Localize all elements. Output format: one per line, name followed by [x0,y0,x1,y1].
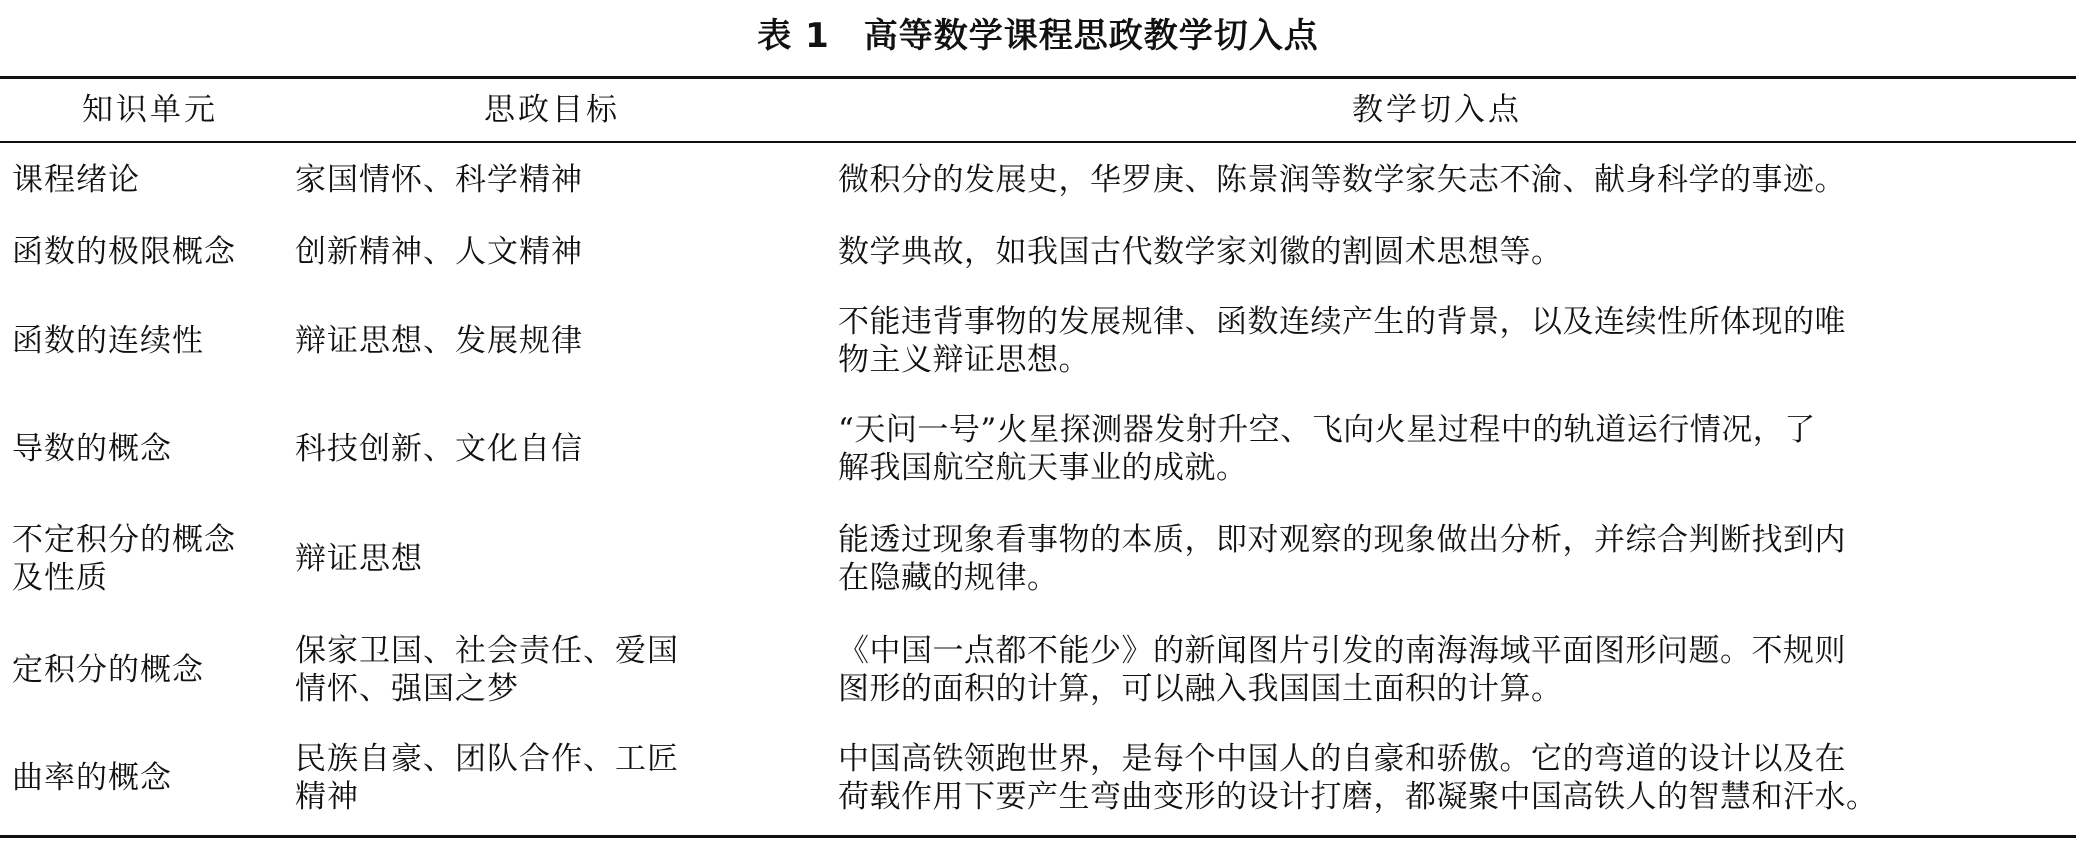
top-rule [0,76,2076,79]
cell-text-line: 民族自豪、团队合作、工匠 [295,741,679,777]
cell-text-line: 精神 [295,779,359,815]
table-title: 高等数学课程思政教学切入点 [863,16,1319,56]
cell-text-line: 能透过现象看事物的本质，即对观察的现象做出分析，并综合判断找到内 [838,522,1846,558]
ideology-goal-cell [295,222,835,282]
cell-text-line: 导数的概念 [12,431,172,467]
knowledge-unit-cell [12,726,292,830]
cell-text-line: 创新精神、人文精神 [295,234,583,270]
knowledge-unit-cell [12,506,292,612]
bottom-rule [0,835,2076,838]
header-knowledge-unit: 知识单元 [82,92,218,128]
cell-text-line: 不定积分的概念 [12,522,236,558]
ideology-goal-cell [295,290,835,392]
cell-text-line: 图形的面积的计算，可以融入我国国土面积的计算。 [838,671,1563,707]
cell-text-line: 函数的连续性 [12,323,204,359]
cell-text-line: 数学典故，如我国古代数学家刘徽的割圆术思想等。 [838,234,1563,270]
table-caption [0,8,2076,64]
cell-text-line: 曲率的概念 [12,760,172,796]
cell-text-line: 情怀、强国之梦 [295,671,519,707]
cell-text-line: 函数的极限概念 [12,234,236,270]
table-row [0,618,2076,722]
cell-text-line: 在隐藏的规律。 [838,560,1059,596]
cell-text-line: 及性质 [12,560,108,596]
cell-text-line: 解我国航空航天事业的成就。 [838,450,1248,486]
ideology-goal-cell [295,150,835,210]
cell-text-line: 保家卫国、社会责任、爱国 [295,633,679,669]
cell-text-line: 荷载作用下要产生弯曲变形的设计打磨，都凝聚中国高铁人的智慧和汗水。 [838,779,1878,815]
entry-point-cell [838,618,2074,722]
cell-text-line: 不能违背事物的发展规律、函数连续产生的背景，以及连续性所体现的唯 [838,304,1846,340]
knowledge-unit-cell [12,150,292,210]
ideology-goal-cell [295,506,835,612]
cell-text-line: “天问一号”火星探测器发射升空、飞向火星过程中的轨道运行情况，了 [838,412,1816,448]
cell-text-line: 辩证思想 [295,541,423,577]
table-row [0,150,2076,210]
entry-point-cell [838,398,2074,500]
cell-text-line: 辩证思想、发展规律 [295,323,583,359]
table-number: 表 1 [757,16,830,56]
cell-text-line: 定积分的概念 [12,652,204,688]
table-row [0,290,2076,392]
entry-point-cell [838,222,2074,282]
knowledge-unit-cell [12,398,292,500]
entry-point-cell [838,506,2074,612]
header-teaching-entry-point: 教学切入点 [1352,92,1522,128]
table-row [0,726,2076,830]
table-row [0,222,2076,282]
cell-text-line: 家国情怀、科学精神 [295,162,583,198]
knowledge-unit-cell [12,222,292,282]
entry-point-cell [838,726,2074,830]
knowledge-unit-cell [12,290,292,392]
knowledge-unit-cell [12,618,292,722]
cell-text-line: 科技创新、文化自信 [295,431,583,467]
header-rule [0,141,2076,143]
ideology-goal-cell [295,618,835,722]
table-row [0,506,2076,612]
table-row [0,398,2076,500]
entry-point-cell [838,290,2074,392]
entry-point-cell [838,150,2074,210]
ideology-goal-cell [295,398,835,500]
ideology-goal-cell [295,726,835,830]
cell-text-line: 物主义辩证思想。 [838,342,1090,378]
cell-text-line: 《中国一点都不能少》的新闻图片引发的南海海域平面图形问题。不规则 [838,633,1846,669]
cell-text-line: 课程绪论 [12,162,140,198]
cell-text-line: 微积分的发展史，华罗庚、陈景润等数学家矢志不渝、献身科学的事迹。 [838,162,1846,198]
header-ideology-goal: 思政目标 [484,92,620,128]
cell-text-line: 中国高铁领跑世界，是每个中国人的自豪和骄傲。它的弯道的设计以及在 [838,741,1846,777]
